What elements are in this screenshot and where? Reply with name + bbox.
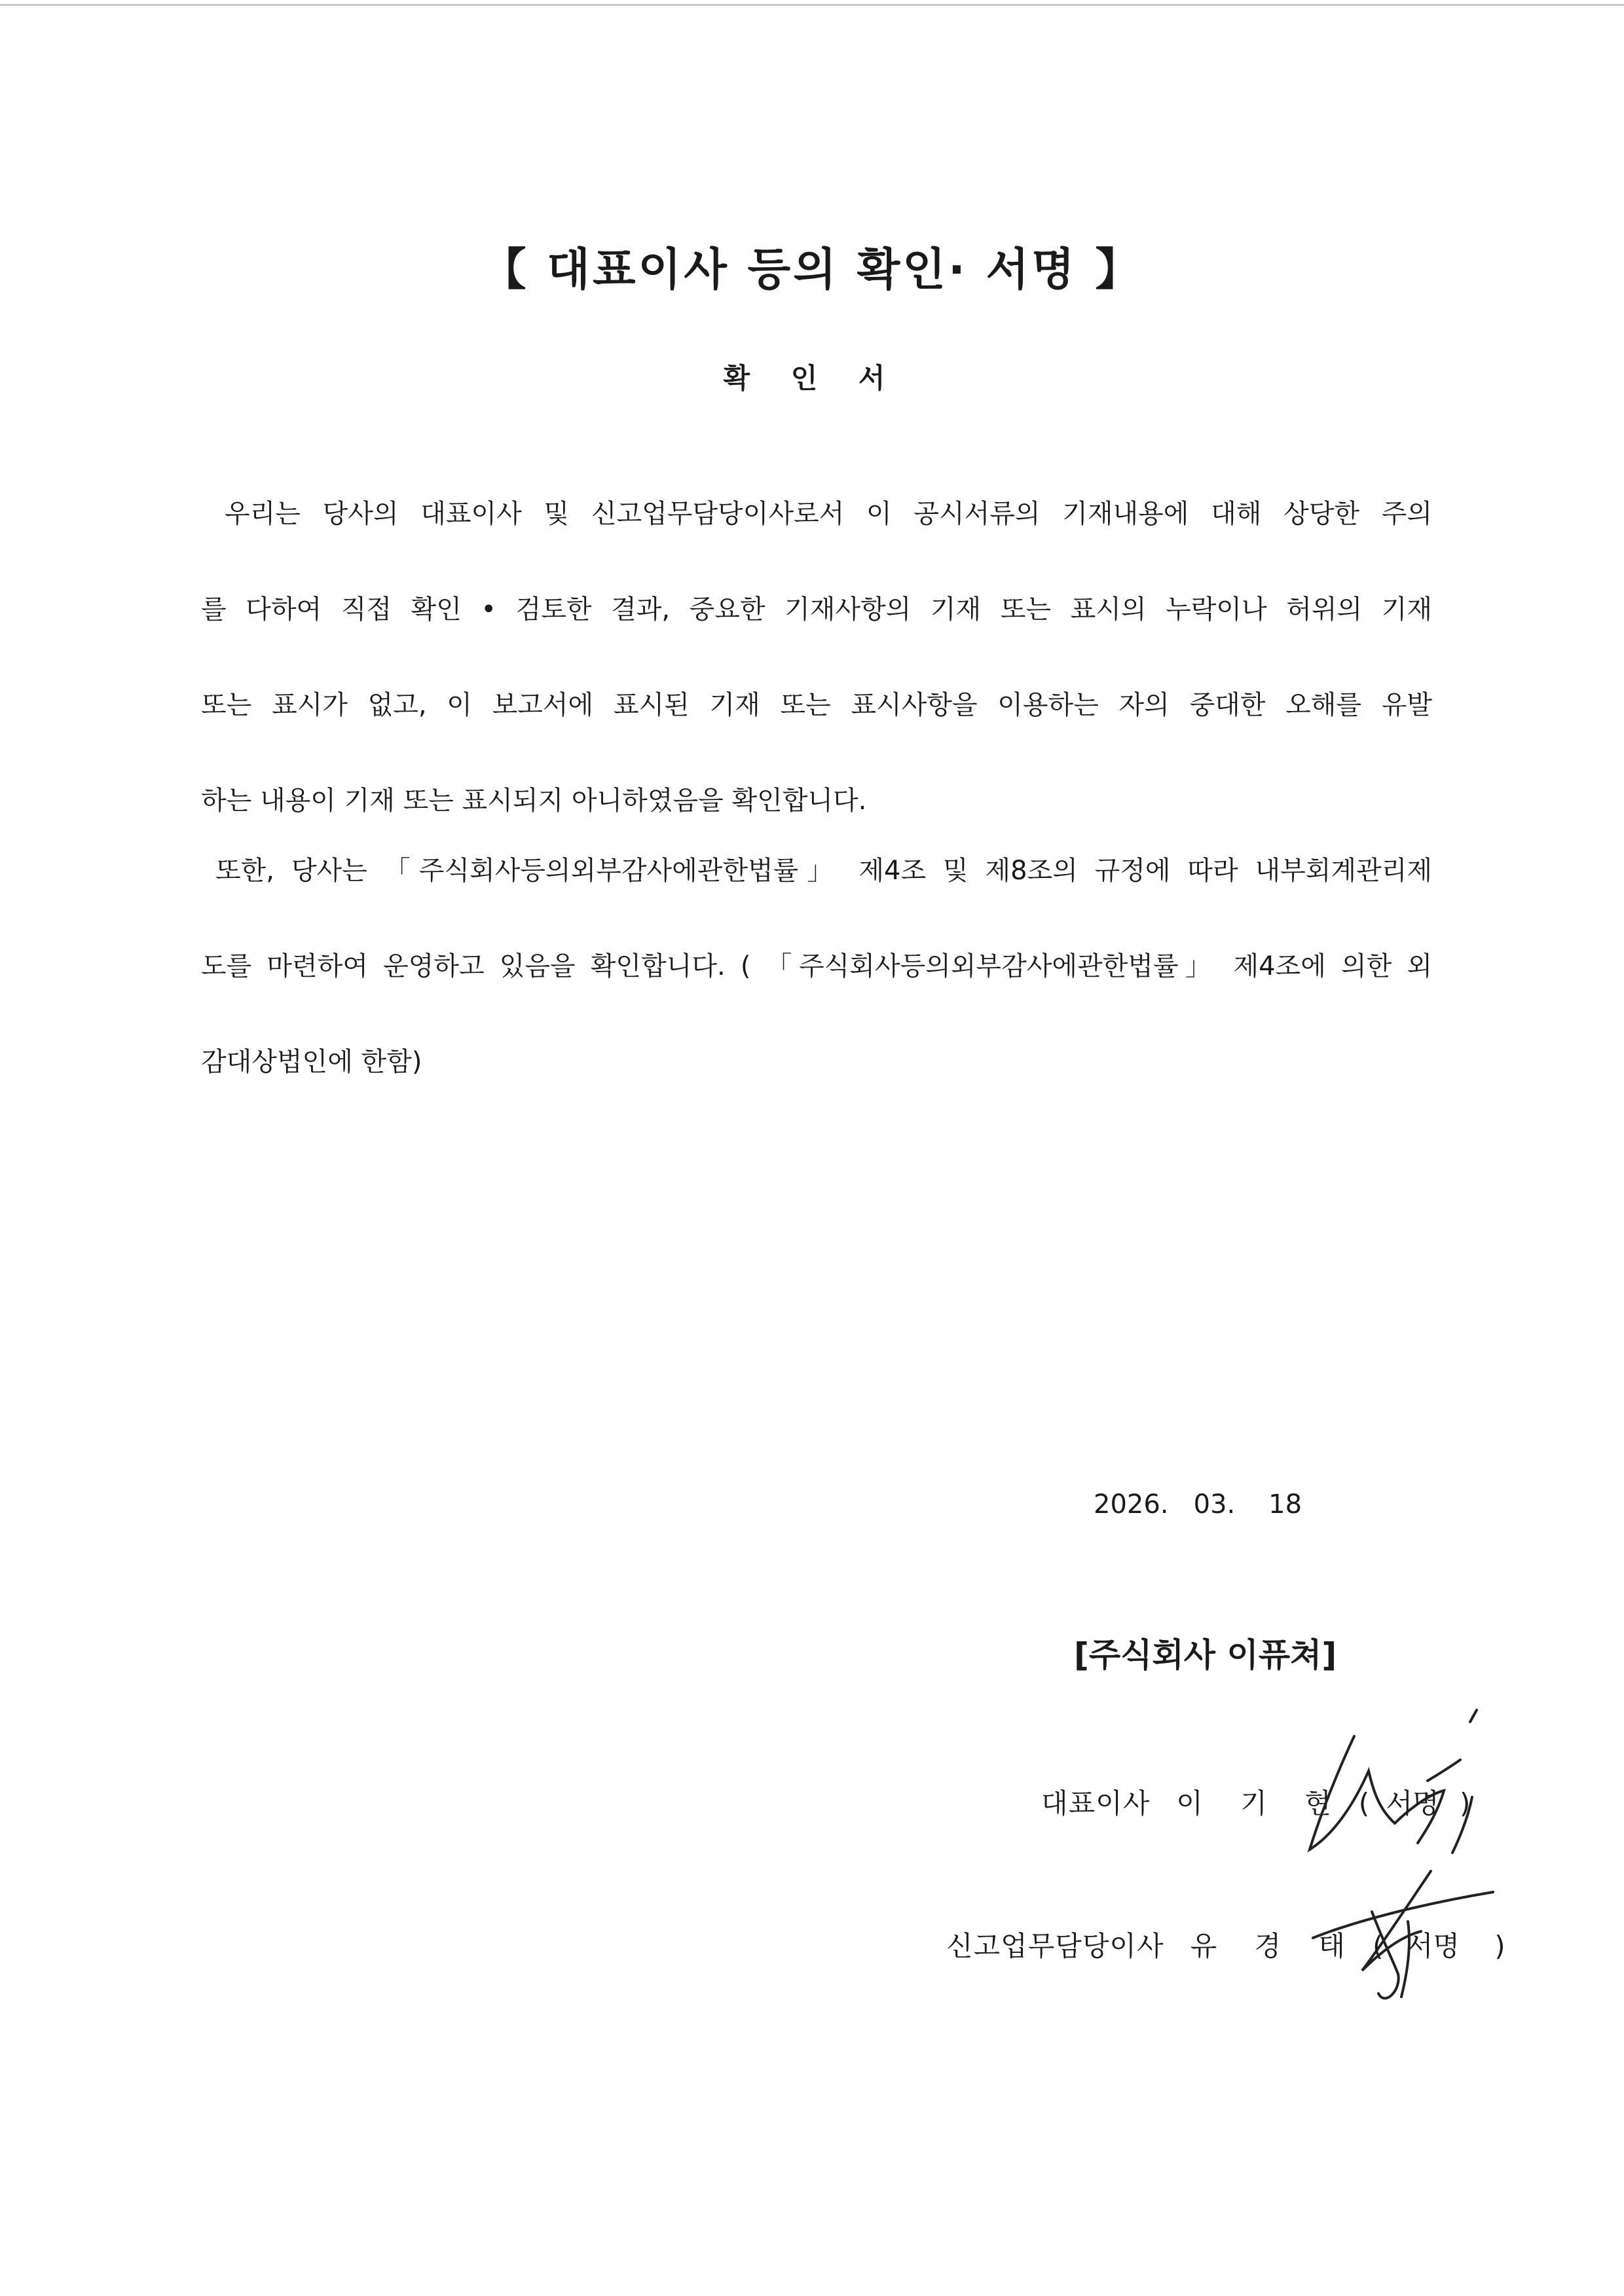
signature-close-paren: ) xyxy=(1459,1787,1471,1819)
paragraph-line: 또는 표시가 없고, 이 보고서에 표시된 기재 또는 표시사항을 이용하는 자의 중대한 오해를 유발 xyxy=(201,690,1432,720)
disclosure-officer-signature-line xyxy=(946,1925,1505,1964)
paragraph-line: 를 다하여 직접 확인 • 검토한 결과, 중요한 기재사항의 기재 또는 표시의 누락이나 허위의 기재 xyxy=(201,594,1432,625)
signature-close-paren: ) xyxy=(1494,1930,1505,1962)
document-subtitle: 확 인 서 xyxy=(723,362,901,394)
paragraph-line: 감대상법인에 한함) xyxy=(201,1047,422,1077)
paragraph-line: 도를 마련하여 운영하고 있음을 확인합니다. ( 「주식회사등의외부감사에관한법률」 제4조에 의한 외 xyxy=(201,951,1432,981)
signature-label: 서명 xyxy=(1386,1787,1439,1819)
signature-open-paren: ( xyxy=(1358,1787,1370,1819)
signature-label: 서명 xyxy=(1406,1930,1460,1962)
signer-role: 대표이사 xyxy=(1041,1787,1151,1819)
confirmation-paragraph xyxy=(201,499,1432,886)
ceo-signature-line xyxy=(1041,1782,1470,1821)
paragraph-line: 하는 내용이 기재 또는 표시되지 아니하였음을 확인합니다. xyxy=(201,786,867,816)
paragraph-line: 우리는 당사의 대표이사 및 신고업무담당이사로서 이 공시서류의 기재내용에 대해 상당한 주의 xyxy=(225,499,1432,529)
company-name: [주식회사 이퓨쳐] xyxy=(1074,1636,1337,1674)
signature-open-paren: ( xyxy=(1373,1930,1384,1962)
signer-name: 유 경 태 xyxy=(1190,1930,1359,1962)
signer-role: 신고업무담당이사 xyxy=(946,1930,1164,1962)
scan-top-edge xyxy=(0,4,1624,6)
signing-date: 2026. 03. 18 xyxy=(1094,1489,1302,1520)
paragraph-line: 또한, 당사는 「주식회사등의외부감사에관한법률」 제4조 및 제8조의 규정에 따라 내부회계관리제 xyxy=(215,856,1432,886)
signer-name: 이 기 현 xyxy=(1176,1787,1346,1819)
page-title: 【 대표이사 등의 확인· 서명 】 xyxy=(481,244,1143,296)
internal-control-paragraph xyxy=(201,858,1432,1144)
